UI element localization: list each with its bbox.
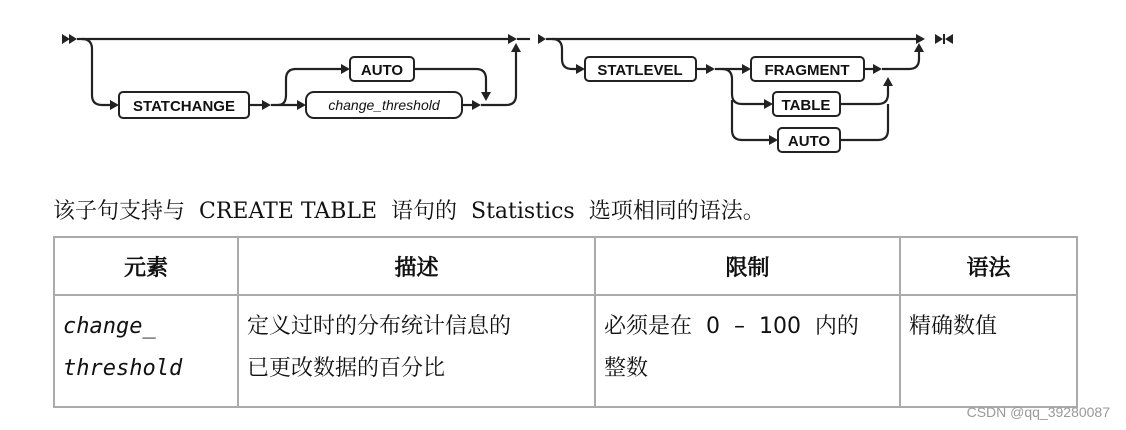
cell-description xyxy=(238,295,595,407)
restriction-line-1: 必须是在 0 – 100 内的 xyxy=(604,314,859,339)
fragment-keyword: FRAGMENT xyxy=(764,62,850,79)
element-line-1: change_ xyxy=(63,314,156,339)
element-line-2: threshold xyxy=(63,356,183,381)
table-box xyxy=(773,92,840,116)
start-marker xyxy=(62,34,77,44)
header-syntax: 语法 xyxy=(900,237,1077,295)
syntax-table xyxy=(53,236,1078,408)
statlevel-keyword: STATLEVEL xyxy=(597,62,683,79)
auto-keyword: AUTO xyxy=(360,62,404,79)
description-line-1: 定义过时的分布统计信息的 xyxy=(247,314,512,339)
change-threshold-keyword: change_threshold xyxy=(328,97,440,113)
syntax-value: 精确数值 xyxy=(909,314,998,339)
change-threshold-box xyxy=(306,92,462,118)
statchange-keyword: STATCHANGE xyxy=(133,98,235,115)
fragment-box xyxy=(751,57,864,81)
auto2-keyword: AUTO xyxy=(787,133,831,150)
cell-element xyxy=(54,295,238,407)
watermark: CSDN @qq_39280087 xyxy=(966,404,1110,420)
intro-text: 该子句支持与 CREATE TABLE 语句的 Statistics 选项相同的语法。 xyxy=(53,199,765,224)
table-keyword: TABLE xyxy=(781,97,831,114)
header-restriction: 限制 xyxy=(595,237,900,295)
cell-restriction xyxy=(595,295,900,407)
table-header-row xyxy=(54,237,1077,295)
header-element: 元素 xyxy=(54,237,238,295)
header-description: 描述 xyxy=(238,237,595,295)
cell-syntax xyxy=(900,295,1077,407)
end-marker xyxy=(935,34,953,44)
description-line-2: 已更改数据的百分比 xyxy=(247,356,446,381)
auto-box xyxy=(350,57,414,81)
syntax-diagram xyxy=(0,0,1126,175)
restriction-line-2: 整数 xyxy=(604,356,649,381)
table-row xyxy=(54,295,1077,407)
auto2-box xyxy=(778,128,840,152)
statlevel-box xyxy=(585,57,696,81)
statchange-box xyxy=(119,92,249,118)
